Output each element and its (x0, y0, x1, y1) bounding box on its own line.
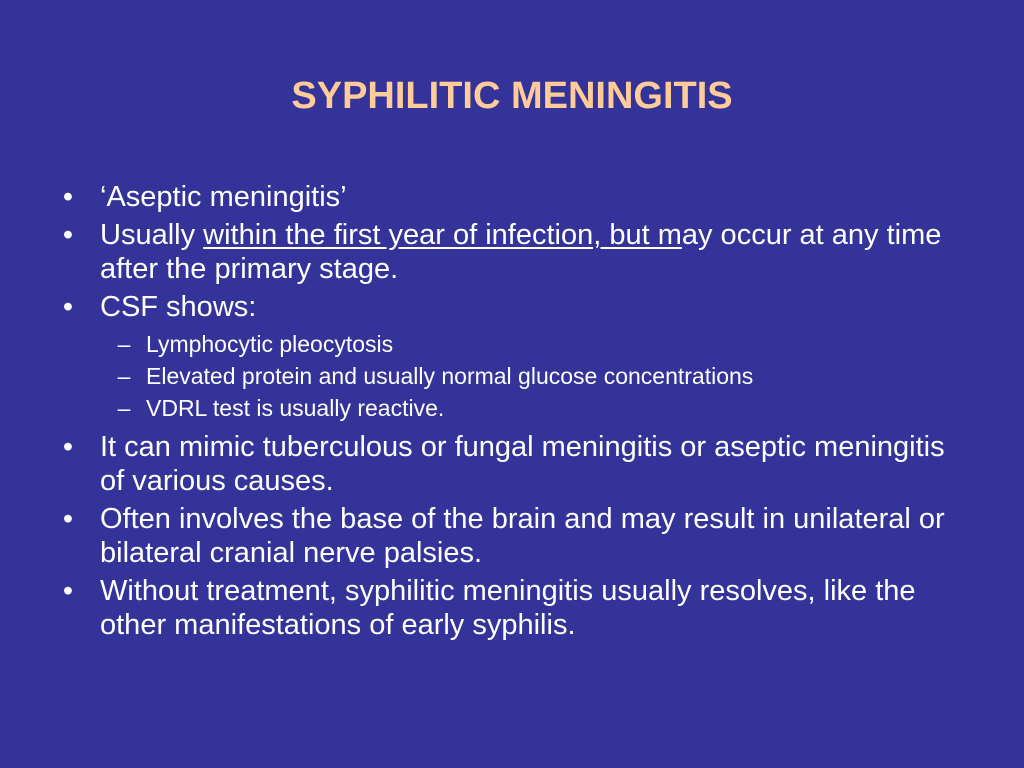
sub-bullet-text: Elevated protein and usually normal glucose concentrations (146, 363, 754, 389)
bullet-text: It can mimic tuberculous or fungal meningitis or aseptic meningitis of various causes. (100, 431, 945, 497)
bullet-marker: • (62, 575, 74, 607)
sub-bullet-text: VDRL test is usually reactive. (146, 395, 445, 421)
sub-bullet-list (100, 328, 968, 424)
sub-bullet-marker: – (117, 363, 131, 389)
bullet-list (58, 180, 968, 646)
bullet-item (58, 430, 968, 498)
bullet-text: CSF shows: (100, 291, 257, 323)
bullet-text: ‘Aseptic meningitis’ (100, 181, 347, 213)
slide-title: SYPHILITIC MENINGITIS (291, 75, 733, 117)
bullet-text-before: Usually (100, 219, 204, 251)
sub-bullet-text: Lymphocytic pleocytosis (146, 331, 394, 357)
bullet-text-after: ay occur at any time after the primary stage. (100, 219, 942, 285)
bullet-item (58, 180, 968, 214)
bullet-item (58, 290, 968, 424)
bullet-marker: • (62, 503, 74, 535)
bullet-marker: • (62, 431, 74, 463)
sub-bullet-marker: – (117, 331, 131, 357)
bullet-marker: • (62, 219, 74, 251)
sub-bullet-item (100, 392, 968, 424)
bullet-item (58, 218, 968, 286)
bullet-marker: • (62, 291, 74, 323)
sub-bullet-item (100, 360, 968, 392)
bullet-marker: • (62, 181, 74, 213)
bullet-item (58, 574, 968, 642)
bullet-text: Without treatment, syphilitic meningitis usually resolves, like the other manifestations of early syphilis. (100, 575, 916, 641)
bullet-item (58, 502, 968, 570)
bullet-text-underlined: within the first year of infection, but m (203, 219, 682, 251)
bullet-text: Often involves the base of the brain and may result in unilateral or bilateral cranial nerve palsies. (100, 503, 945, 569)
sub-bullet-marker: – (117, 395, 131, 421)
sub-bullet-item (100, 328, 968, 360)
